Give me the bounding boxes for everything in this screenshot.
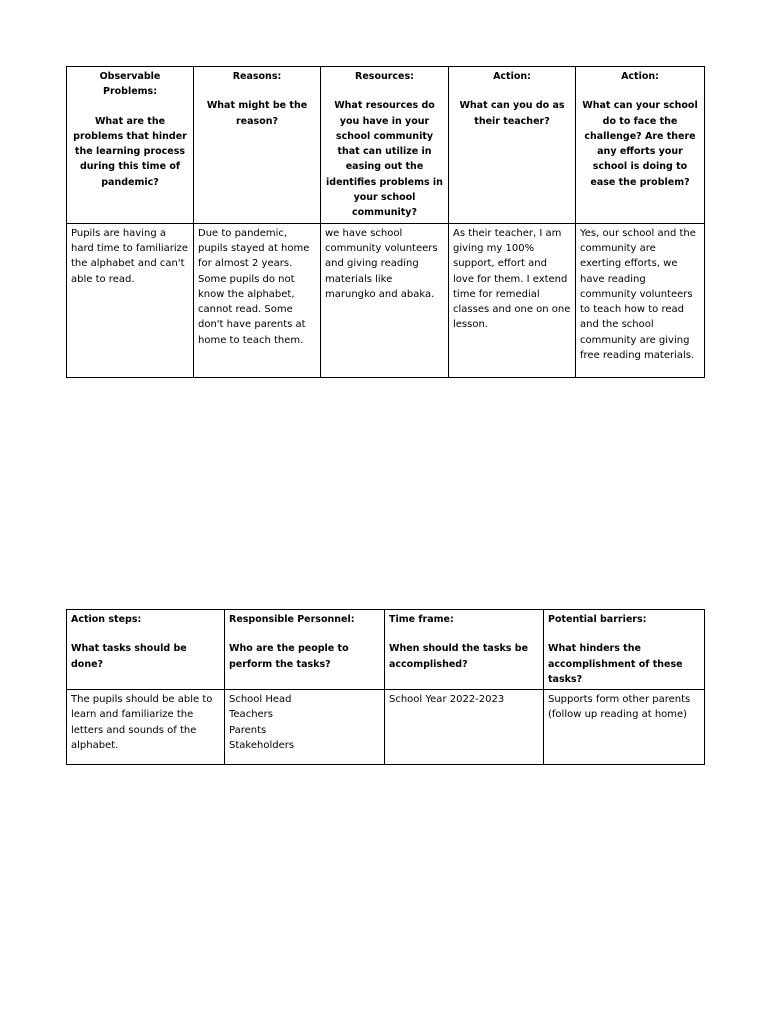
header-title: Action:: [621, 71, 659, 82]
header-title: Time frame:: [389, 614, 454, 625]
table-header-row: [67, 67, 705, 224]
cell-reason: Due to pandemic, pupils stayed at home for almost 2 years. Some pupils do not know the alphabet, cannot read. Some don't have parents at home to teach them.: [194, 223, 321, 377]
header-question: What hinders the accomplishment of these tasks?: [548, 643, 683, 685]
personnel-item: Parents: [229, 724, 267, 736]
personnel-item: Teachers: [229, 709, 273, 721]
header-school-action: [576, 67, 705, 224]
cell-barriers: Supports form other parents (follow up reading at home): [544, 690, 705, 765]
problems-table: [66, 66, 705, 378]
header-title: Resources:: [355, 71, 414, 82]
header-question: What can you do as their teacher?: [459, 100, 565, 127]
cell-personnel: [225, 690, 385, 765]
table-row: [67, 690, 705, 765]
header-title: Observable Problems:: [99, 71, 161, 98]
header-observable-problems: [67, 67, 194, 224]
header-reasons: [194, 67, 321, 224]
cell-resources: we have school community volunteers and giving reading materials like marungko and abaka.: [321, 223, 449, 377]
header-action-steps: [67, 610, 225, 690]
header-question: What tasks should be done?: [71, 643, 187, 670]
cell-problem: Pupils are having a hard time to familiarize the alphabet and can't able to read.: [67, 223, 194, 377]
cell-teacher-action: As their teacher, I am giving my 100% support, effort and love for them. I extend time for remedial classes and one on one lesson.: [449, 223, 576, 377]
cell-action-steps: The pupils should be able to learn and familiarize the letters and sounds of the alphabet.: [67, 690, 225, 765]
header-potential-barriers: [544, 610, 705, 690]
header-title: Potential barriers:: [548, 614, 647, 625]
header-title: Responsible Personnel:: [229, 614, 355, 625]
header-resources: [321, 67, 449, 224]
header-question: What might be the reason?: [206, 100, 308, 127]
header-responsible-personnel: [225, 610, 385, 690]
action-plan-table: [66, 609, 705, 765]
header-question: Who are the people to perform the tasks?: [229, 643, 349, 670]
header-question: What resources do you have in your school community that can utilize in easing out the identifies problems in your school community?: [326, 100, 443, 219]
cell-school-action: Yes, our school and the community are exerting efforts, we have reading community volunteers to teach how to read and the school community are giving free reading materials.: [576, 223, 705, 377]
table-header-row: [67, 610, 705, 690]
personnel-item: School Head: [229, 694, 292, 706]
cell-time-frame: School Year 2022-2023: [385, 690, 544, 765]
header-teacher-action: [449, 67, 576, 224]
header-title: Reasons:: [232, 71, 282, 82]
header-time-frame: [385, 610, 544, 690]
header-title: Action:: [493, 71, 531, 82]
table-row: [67, 223, 705, 377]
header-question: What can your school do to face the challenge? Are there any efforts your school is doing to ease the problem?: [582, 100, 698, 188]
header-question: When should the tasks be accomplished?: [389, 643, 529, 670]
header-question: What are the problems that hinder the learning process during this time of pandemic?: [73, 115, 187, 188]
header-title: Action steps:: [71, 614, 142, 625]
personnel-item: Stakeholders: [229, 740, 295, 752]
